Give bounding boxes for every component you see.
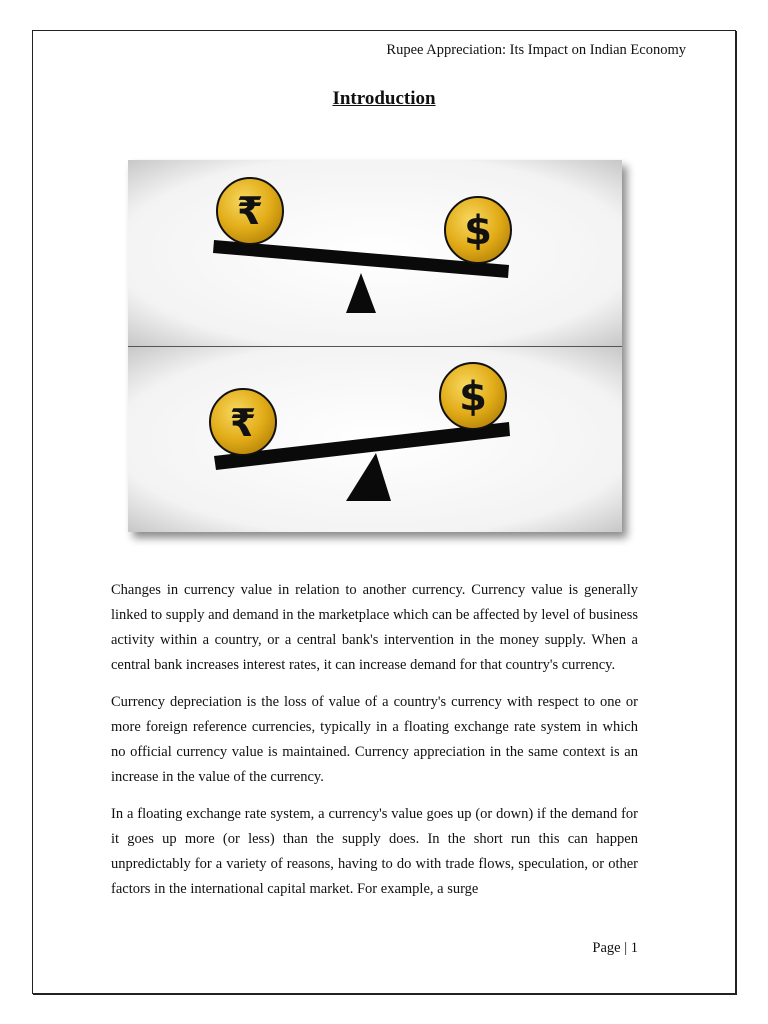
- rupee-coin-icon: [217, 178, 283, 244]
- seesaw-figure: [128, 160, 622, 532]
- rupee-symbol: ₹: [229, 401, 257, 445]
- running-header: Rupee Appreciation: Its Impact on Indian Economy: [386, 42, 686, 58]
- rupee-symbol: ₹: [236, 189, 264, 233]
- dollar-coin-icon: [445, 197, 511, 263]
- page-number: Page | 1: [592, 940, 638, 956]
- paragraph-3: In a floating exchange rate system, a currency's value goes up (or down) if the demand for it goes up more (or less) than the supply does. In the short run this can happen unpredictably for a variety of reasons, having to do with trade flows, speculation, or other factors in the international capital market. For example, a surge: [111, 806, 638, 897]
- dollar-coin-icon: [440, 363, 506, 429]
- paragraph-1: Changes in currency value in relation to another currency. Currency value is generally linked to supply and demand in the marketplace which can be affected by level of business activity within a country, or a central bank's intervention in the money supply. When a central bank increases interest rates, it can increase demand for that country's currency.: [111, 582, 638, 673]
- dollar-symbol: $: [464, 208, 492, 254]
- rupee-coin-icon: [210, 389, 276, 455]
- body-text: [111, 578, 638, 914]
- paragraph-2: Currency depreciation is the loss of value of a country's currency with respect to one or more foreign reference currencies, typically in a floating exchange rate system in which no official currency value is maintained. Currency appreciation in the same context is an increase in the value of the currency.: [111, 694, 638, 785]
- top-panel-background: [128, 160, 622, 346]
- dollar-symbol: $: [459, 374, 487, 420]
- page-title: Introduction: [332, 88, 436, 109]
